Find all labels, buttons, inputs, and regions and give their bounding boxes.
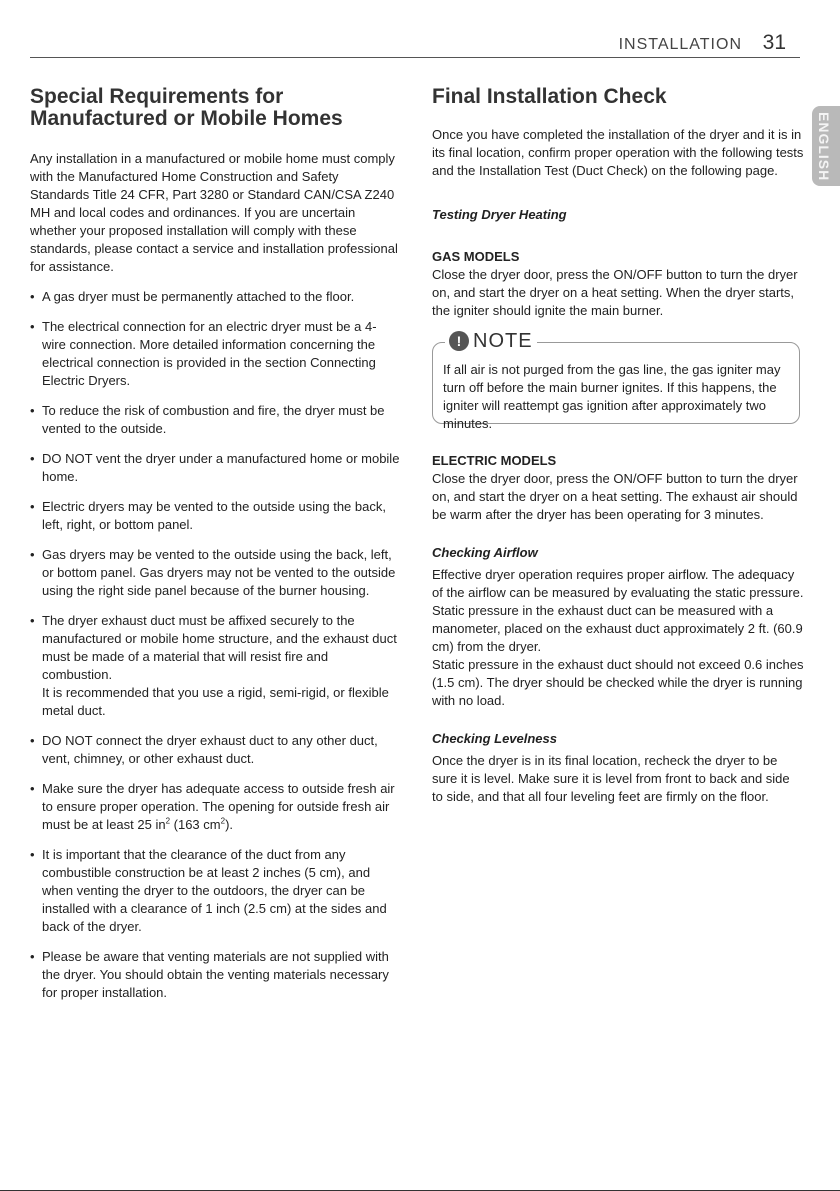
fresh-air-text: Make sure the dryer has adequate access to outside fresh air to ensure proper operation. The opening for outside fresh air must be at least 25 in [42, 781, 395, 832]
list-item: • To reduce the risk of combustion and fire, the dryer must be vented to the outside. [30, 402, 400, 438]
list-item: • Please be aware that venting materials are not supplied with the dryer. You should obtain the venting materials necessary for proper installation. [30, 948, 400, 1002]
list-item: • Gas dryers may be vented to the outside using the back, left, or bottom panel. Gas dryers may not be vented to the outside using the right side panel because of the burner housing. [30, 546, 400, 600]
language-tab [812, 106, 840, 186]
metal-duct-text: It is recommended that you use a rigid, semi-rigid, or flexible metal duct. [42, 685, 389, 718]
left-column [30, 86, 400, 1014]
section-title-line1: Special Requirements for [30, 85, 284, 108]
section-title-manufactured-homes [30, 86, 400, 130]
electric-models-text: Close the dryer door, press the ON/OFF button to turn the dryer on, and start the dryer on a heat setting. The exhaust air should be warm after the dryer has been operating for 3 minutes. [432, 471, 798, 522]
testing-heating-title: Testing Dryer Heating [432, 207, 567, 222]
fresh-air-text-end: ). [225, 817, 234, 832]
gas-models-title: GAS MODELS [432, 249, 520, 264]
list-item: • It is important that the clearance of the duct from any combustible construction be at least 2 inches (5 cm), and when venting the dryer to the outdoors, the dryer can be installed with a clearance of 1 inch (2.5 cm) at the sides and back of the dryer. [30, 846, 400, 936]
final-check-intro: Once you have completed the installation of the dryer and it is in its final location, confirm proper operation with the following tests and the Installation Test (Duct Check) on the following page. [432, 127, 804, 178]
exhaust-duct-text: The dryer exhaust duct must be affixed securely to the manufactured or mobile home structure, and the exhaust duct must be made of a material that will resist fire and combustion. [42, 613, 397, 682]
list-item [30, 780, 400, 834]
gas-models-text: Close the dryer door, press the ON/OFF button to turn the dryer on, and start the dryer on a heat setting. When the dryer starts, the igniter should ignite the main burner. [432, 267, 798, 318]
note-header [445, 331, 537, 351]
list-item: • DO NOT connect the dryer exhaust duct to any other duct, vent, chimney, or other exhaust duct. [30, 732, 400, 768]
checking-airflow-title: Checking Airflow [432, 545, 538, 560]
intro-paragraph: Any installation in a manufactured or mobile home must comply with the Manufactured Home Construction and Safety Standards Title 24 CFR, Part 3280 or Standard CAN/CSA Z240 MH and local codes and ordinances. If you are uncertain whether your proposed installation will comply with these standards, please contact a service and installation professional for assistance. [30, 151, 398, 274]
superscript: 2 [165, 816, 171, 826]
header-section-label: INSTALLATION [618, 36, 742, 53]
electric-models-title: ELECTRIC MODELS [432, 453, 557, 468]
right-column [432, 86, 804, 806]
checking-levelness-title: Checking Levelness [432, 731, 557, 746]
requirements-list [30, 288, 400, 1002]
language-tab-label: ENGLISH [816, 112, 832, 182]
airflow-text-pressure: Static pressure in the exhaust duct should not exceed 0.6 inches (1.5 cm). The dryer should be checked while the dryer is running with no load. [432, 657, 804, 708]
superscript: 2 [220, 816, 226, 826]
section-title-final-check: Final Installation Check [432, 85, 667, 108]
levelness-text: Once the dryer is in its final location, recheck the dryer to be sure it is level. Make sure it is level from front to back and side to side, and that all four leveling feet are firmly on the floor. [432, 753, 790, 804]
list-item: • A gas dryer must be permanently attached to the floor. [30, 288, 400, 306]
section-title-line2: Manufactured or Mobile Homes [30, 107, 343, 130]
page-header [30, 30, 800, 56]
note-box [432, 330, 800, 431]
list-item: • DO NOT vent the dryer under a manufactured home or mobile home. [30, 450, 400, 486]
list-item [30, 612, 400, 720]
fresh-air-text-metric: (163 cm [170, 817, 221, 832]
note-label: NOTE [473, 330, 533, 352]
list-item: • Electric dryers may be vented to the outside using the back, left, right, or bottom panel. [30, 498, 400, 534]
note-text: If all air is not purged from the gas line, the gas igniter may turn off before the main burner ignites. If this happens, the igniter will reattempt gas ignition after approximately two minutes. [443, 362, 781, 431]
page-number: 31 [762, 31, 786, 54]
exclamation-icon: ! [449, 331, 469, 351]
header-divider [30, 57, 800, 58]
airflow-text: Effective dryer operation requires proper airflow. The adequacy of the airflow can be measured by evaluating the static pressure. Static pressure in the exhaust duct can be measured with a manometer, placed on the exhaust duct approximately 2 ft. (60.9 cm) from the dryer. [432, 567, 804, 654]
list-item: • The electrical connection for an electric dryer must be a 4-wire connection. More detailed information concerning the electrical connection is provided in the section Connecting Electric Dryers. [30, 318, 400, 390]
